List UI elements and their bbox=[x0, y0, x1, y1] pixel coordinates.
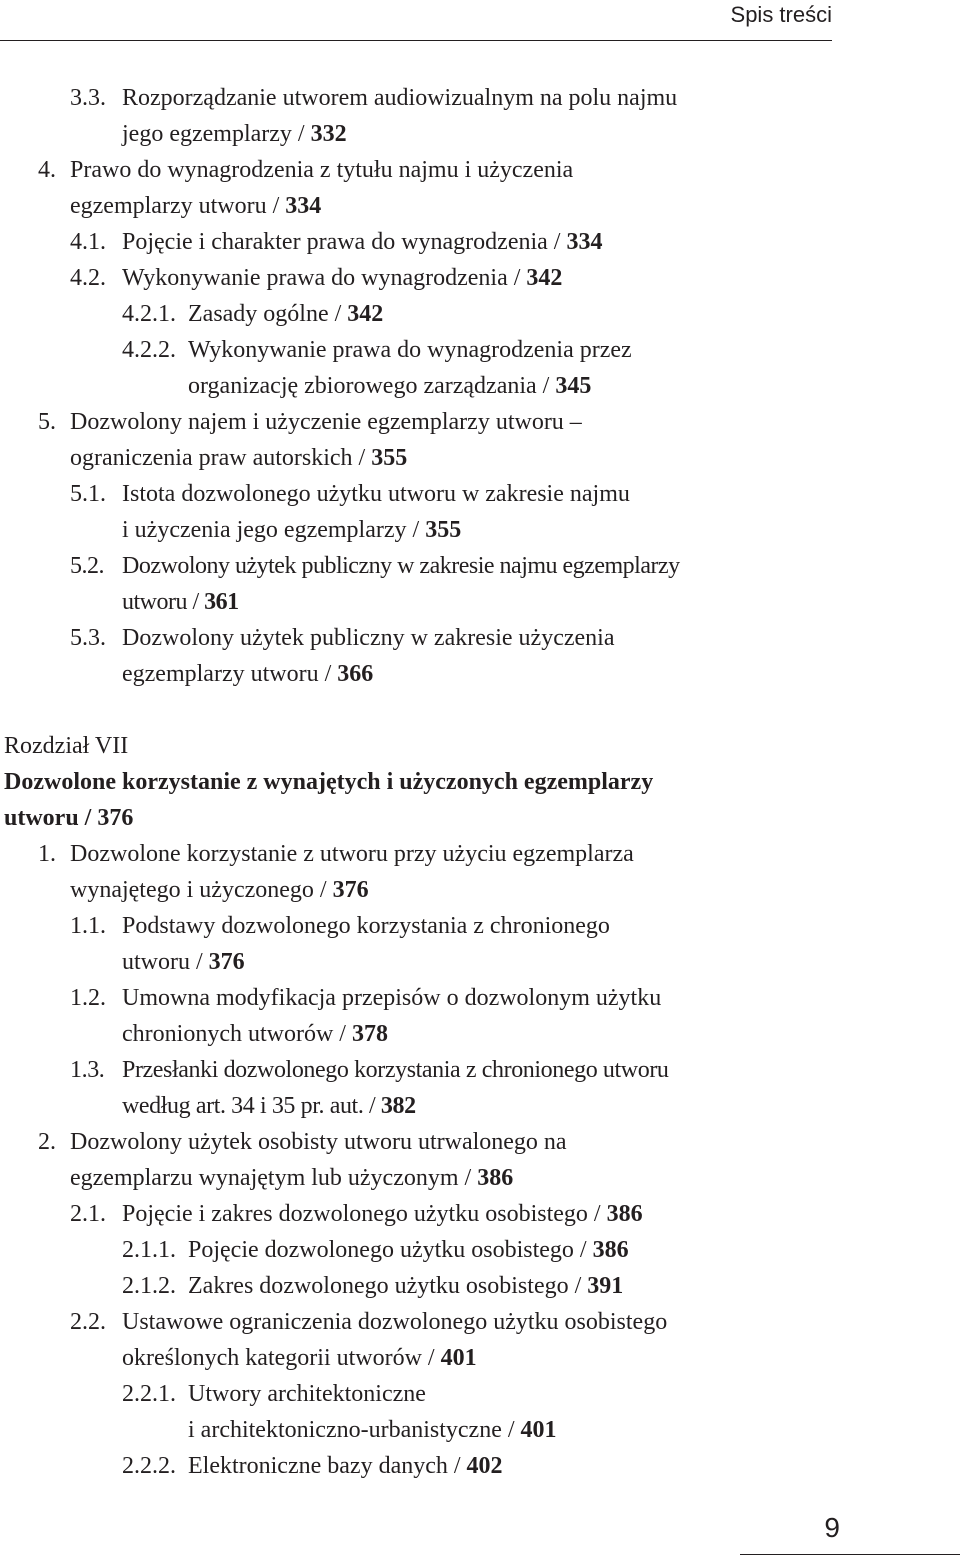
toc-entry-line: Ustawowe ograniczenia dozwolonego użytku osobistego bbox=[122, 1309, 668, 1335]
toc-entry-page: 376 bbox=[332, 877, 369, 903]
toc-entry-number: 4.2.1. bbox=[122, 301, 176, 327]
toc-entry-line: Dozwolony użytek publiczny w zakresie użyczenia bbox=[122, 625, 615, 651]
toc-entry-page: 334 bbox=[285, 193, 322, 219]
toc-entry-page: 376 bbox=[208, 949, 245, 975]
toc-entry-line: Dozwolony użytek publiczny w zakresie najmu egzemplarzy bbox=[122, 553, 680, 579]
toc-entry-page: 366 bbox=[337, 661, 374, 687]
toc-entry-line: utworu / bbox=[122, 589, 205, 615]
toc-entry-number: 1.3. bbox=[70, 1057, 105, 1083]
toc-entry-line: Istota dozwolonego użytku utworu w zakresie najmu bbox=[122, 481, 630, 507]
toc-entry-text bbox=[188, 1268, 623, 1304]
toc-entry-number: 2. bbox=[38, 1129, 56, 1155]
toc-entry-page: 386 bbox=[477, 1165, 514, 1191]
toc-entry-line: Pojęcie dozwolonego użytku osobistego / bbox=[188, 1237, 593, 1263]
toc-entry-page: 361 bbox=[204, 589, 239, 615]
toc-entry-line: egzemplarzu wynajętym lub użyczonym / bbox=[70, 1165, 478, 1191]
toc-entry-text bbox=[188, 332, 632, 404]
toc-entry-text bbox=[188, 1232, 629, 1268]
toc-entry-page: 332 bbox=[310, 121, 347, 147]
toc-entry-line: Zakres dozwolonego użytku osobistego / bbox=[188, 1273, 588, 1299]
toc-entry-text bbox=[122, 1052, 669, 1124]
toc-entry-line: Dozwolony użytek osobisty utworu utrwalonego na bbox=[70, 1129, 567, 1155]
toc-entry-line: określonych kategorii utworów / bbox=[122, 1345, 441, 1371]
toc-entry-text bbox=[70, 836, 634, 908]
toc-entry-line: wynajętego i użyczonego / bbox=[70, 877, 333, 903]
toc-entry-number: 5.1. bbox=[70, 481, 106, 507]
toc-entry-number: 4.1. bbox=[70, 229, 106, 255]
chapter-title-line: Dozwolone korzystanie z wynajętych i użyczonych egzemplarzy bbox=[4, 769, 654, 795]
toc-entry-page: 342 bbox=[347, 301, 384, 327]
chapter-title bbox=[4, 764, 824, 836]
toc-entry-number: 1. bbox=[38, 841, 56, 867]
toc-entry-page: 355 bbox=[371, 445, 408, 471]
toc-entry-text bbox=[122, 224, 602, 260]
footer-rule bbox=[740, 1554, 960, 1555]
toc-entry-text bbox=[122, 80, 677, 152]
toc-entry-text bbox=[122, 260, 562, 296]
toc-entry-number: 4.2.2. bbox=[122, 337, 176, 363]
toc-entry-number: 1.2. bbox=[70, 985, 106, 1011]
toc-entry-text bbox=[122, 1304, 667, 1376]
toc-entry-text bbox=[70, 1124, 567, 1196]
toc-entry-line: i architektoniczno-urbanistyczne / bbox=[188, 1417, 521, 1443]
toc-entry-text bbox=[122, 476, 630, 548]
toc-entry-line: ograniczenia praw autorskich / bbox=[70, 445, 372, 471]
running-head-title: Spis treści bbox=[730, 2, 832, 27]
toc-entry-line: egzemplarzy utworu / bbox=[70, 193, 286, 219]
toc-entry-number: 5. bbox=[38, 409, 56, 435]
toc-entry-line: Rozporządzanie utworem audiowizualnym na polu najmu bbox=[122, 85, 678, 111]
toc-entry-line: Pojęcie i zakres dozwolonego użytku osobistego / bbox=[122, 1201, 607, 1227]
toc-entry-page: 382 bbox=[380, 1093, 416, 1119]
toc-entry-line: Elektroniczne bazy danych / bbox=[188, 1453, 467, 1479]
toc-entry-line: Pojęcie i charakter prawa do wynagrodzenia / bbox=[122, 229, 567, 255]
toc-entry-line: organizację zbiorowego zarządzania / bbox=[188, 373, 556, 399]
toc-entry-text bbox=[122, 1196, 643, 1232]
toc-entry-line: Przesłanki dozwolonego korzystania z chronionego utworu bbox=[122, 1057, 669, 1083]
toc-entry-number: 2.1.1. bbox=[122, 1237, 176, 1263]
toc-entry-page: 386 bbox=[592, 1237, 629, 1263]
toc-entry-number: 2.2. bbox=[70, 1309, 106, 1335]
toc-entry-text bbox=[70, 404, 582, 476]
toc-entry-page: 342 bbox=[526, 265, 563, 291]
toc-entry-line: Podstawy dozwolonego korzystania z chronionego bbox=[122, 913, 610, 939]
toc-entry-text bbox=[122, 548, 680, 620]
toc-entry-number: 5.2. bbox=[70, 553, 104, 579]
toc-entry-line: Wykonywanie prawa do wynagrodzenia przez bbox=[188, 337, 632, 363]
toc-entry-line: Prawo do wynagrodzenia z tytułu najmu i użyczenia bbox=[70, 157, 574, 183]
toc-entry-line: Zasady ogólne / bbox=[188, 301, 348, 327]
toc-entry-number: 4.2. bbox=[70, 265, 106, 291]
toc-entry-text bbox=[188, 1448, 503, 1484]
toc-entry-line: Wykonywanie prawa do wynagrodzenia / bbox=[122, 265, 527, 291]
toc-entry-page: 386 bbox=[606, 1201, 643, 1227]
toc-entry-line: Umowna modyfikacja przepisów o dozwolonym użytku bbox=[122, 985, 662, 1011]
toc-entry-line: według art. 34 i 35 pr. aut. / bbox=[122, 1093, 381, 1119]
toc-entry-line: Dozwolone korzystanie z utworu przy użyciu egzemplarza bbox=[70, 841, 634, 867]
toc-entry-text bbox=[122, 620, 614, 692]
toc-entry-text bbox=[70, 152, 573, 224]
toc-entry-number: 1.1. bbox=[70, 913, 106, 939]
page-number: 9 bbox=[824, 1512, 840, 1543]
toc-entry-number: 2.1.2. bbox=[122, 1273, 176, 1299]
toc-entry-text bbox=[122, 980, 661, 1052]
toc-entry-page: 401 bbox=[440, 1345, 477, 1371]
toc-entry-page: 355 bbox=[425, 517, 462, 543]
toc-entry-line: Utwory architektoniczne bbox=[188, 1381, 426, 1407]
toc-entry-line: Dozwolony najem i użyczenie egzemplarzy utworu – bbox=[70, 409, 582, 435]
toc-entry-text bbox=[188, 1376, 557, 1448]
chapter-label: Rozdział VII bbox=[4, 733, 129, 759]
toc-entry-line: i użyczenia jego egzemplarzy / bbox=[122, 517, 426, 543]
toc-entry-page: 378 bbox=[351, 1021, 388, 1047]
toc-entry-page: 345 bbox=[555, 373, 592, 399]
toc-entry-page: 402 bbox=[466, 1453, 503, 1479]
toc-entry-text bbox=[188, 296, 383, 332]
toc-entry-number: 2.2.1. bbox=[122, 1381, 176, 1407]
toc-entry-page: 401 bbox=[520, 1417, 557, 1443]
toc-entry-number: 2.1. bbox=[70, 1201, 106, 1227]
chapter-title-line: utworu / 376 bbox=[4, 805, 134, 831]
toc-entry-text bbox=[122, 908, 610, 980]
toc-entry-line: chronionych utworów / bbox=[122, 1021, 352, 1047]
toc-entry-line: egzemplarzy utworu / bbox=[122, 661, 338, 687]
toc-entry-number: 4. bbox=[38, 157, 56, 183]
toc-entry-line: jego egzemplarzy / bbox=[122, 121, 311, 147]
toc-entry-line: utworu / bbox=[122, 949, 209, 975]
toc-entry-page: 391 bbox=[587, 1273, 624, 1299]
toc-entry-number: 5.3. bbox=[70, 625, 106, 651]
toc-entry-page: 334 bbox=[566, 229, 603, 255]
toc-entry-number: 2.2.2. bbox=[122, 1453, 176, 1479]
toc-entry-number: 3.3. bbox=[70, 85, 106, 111]
